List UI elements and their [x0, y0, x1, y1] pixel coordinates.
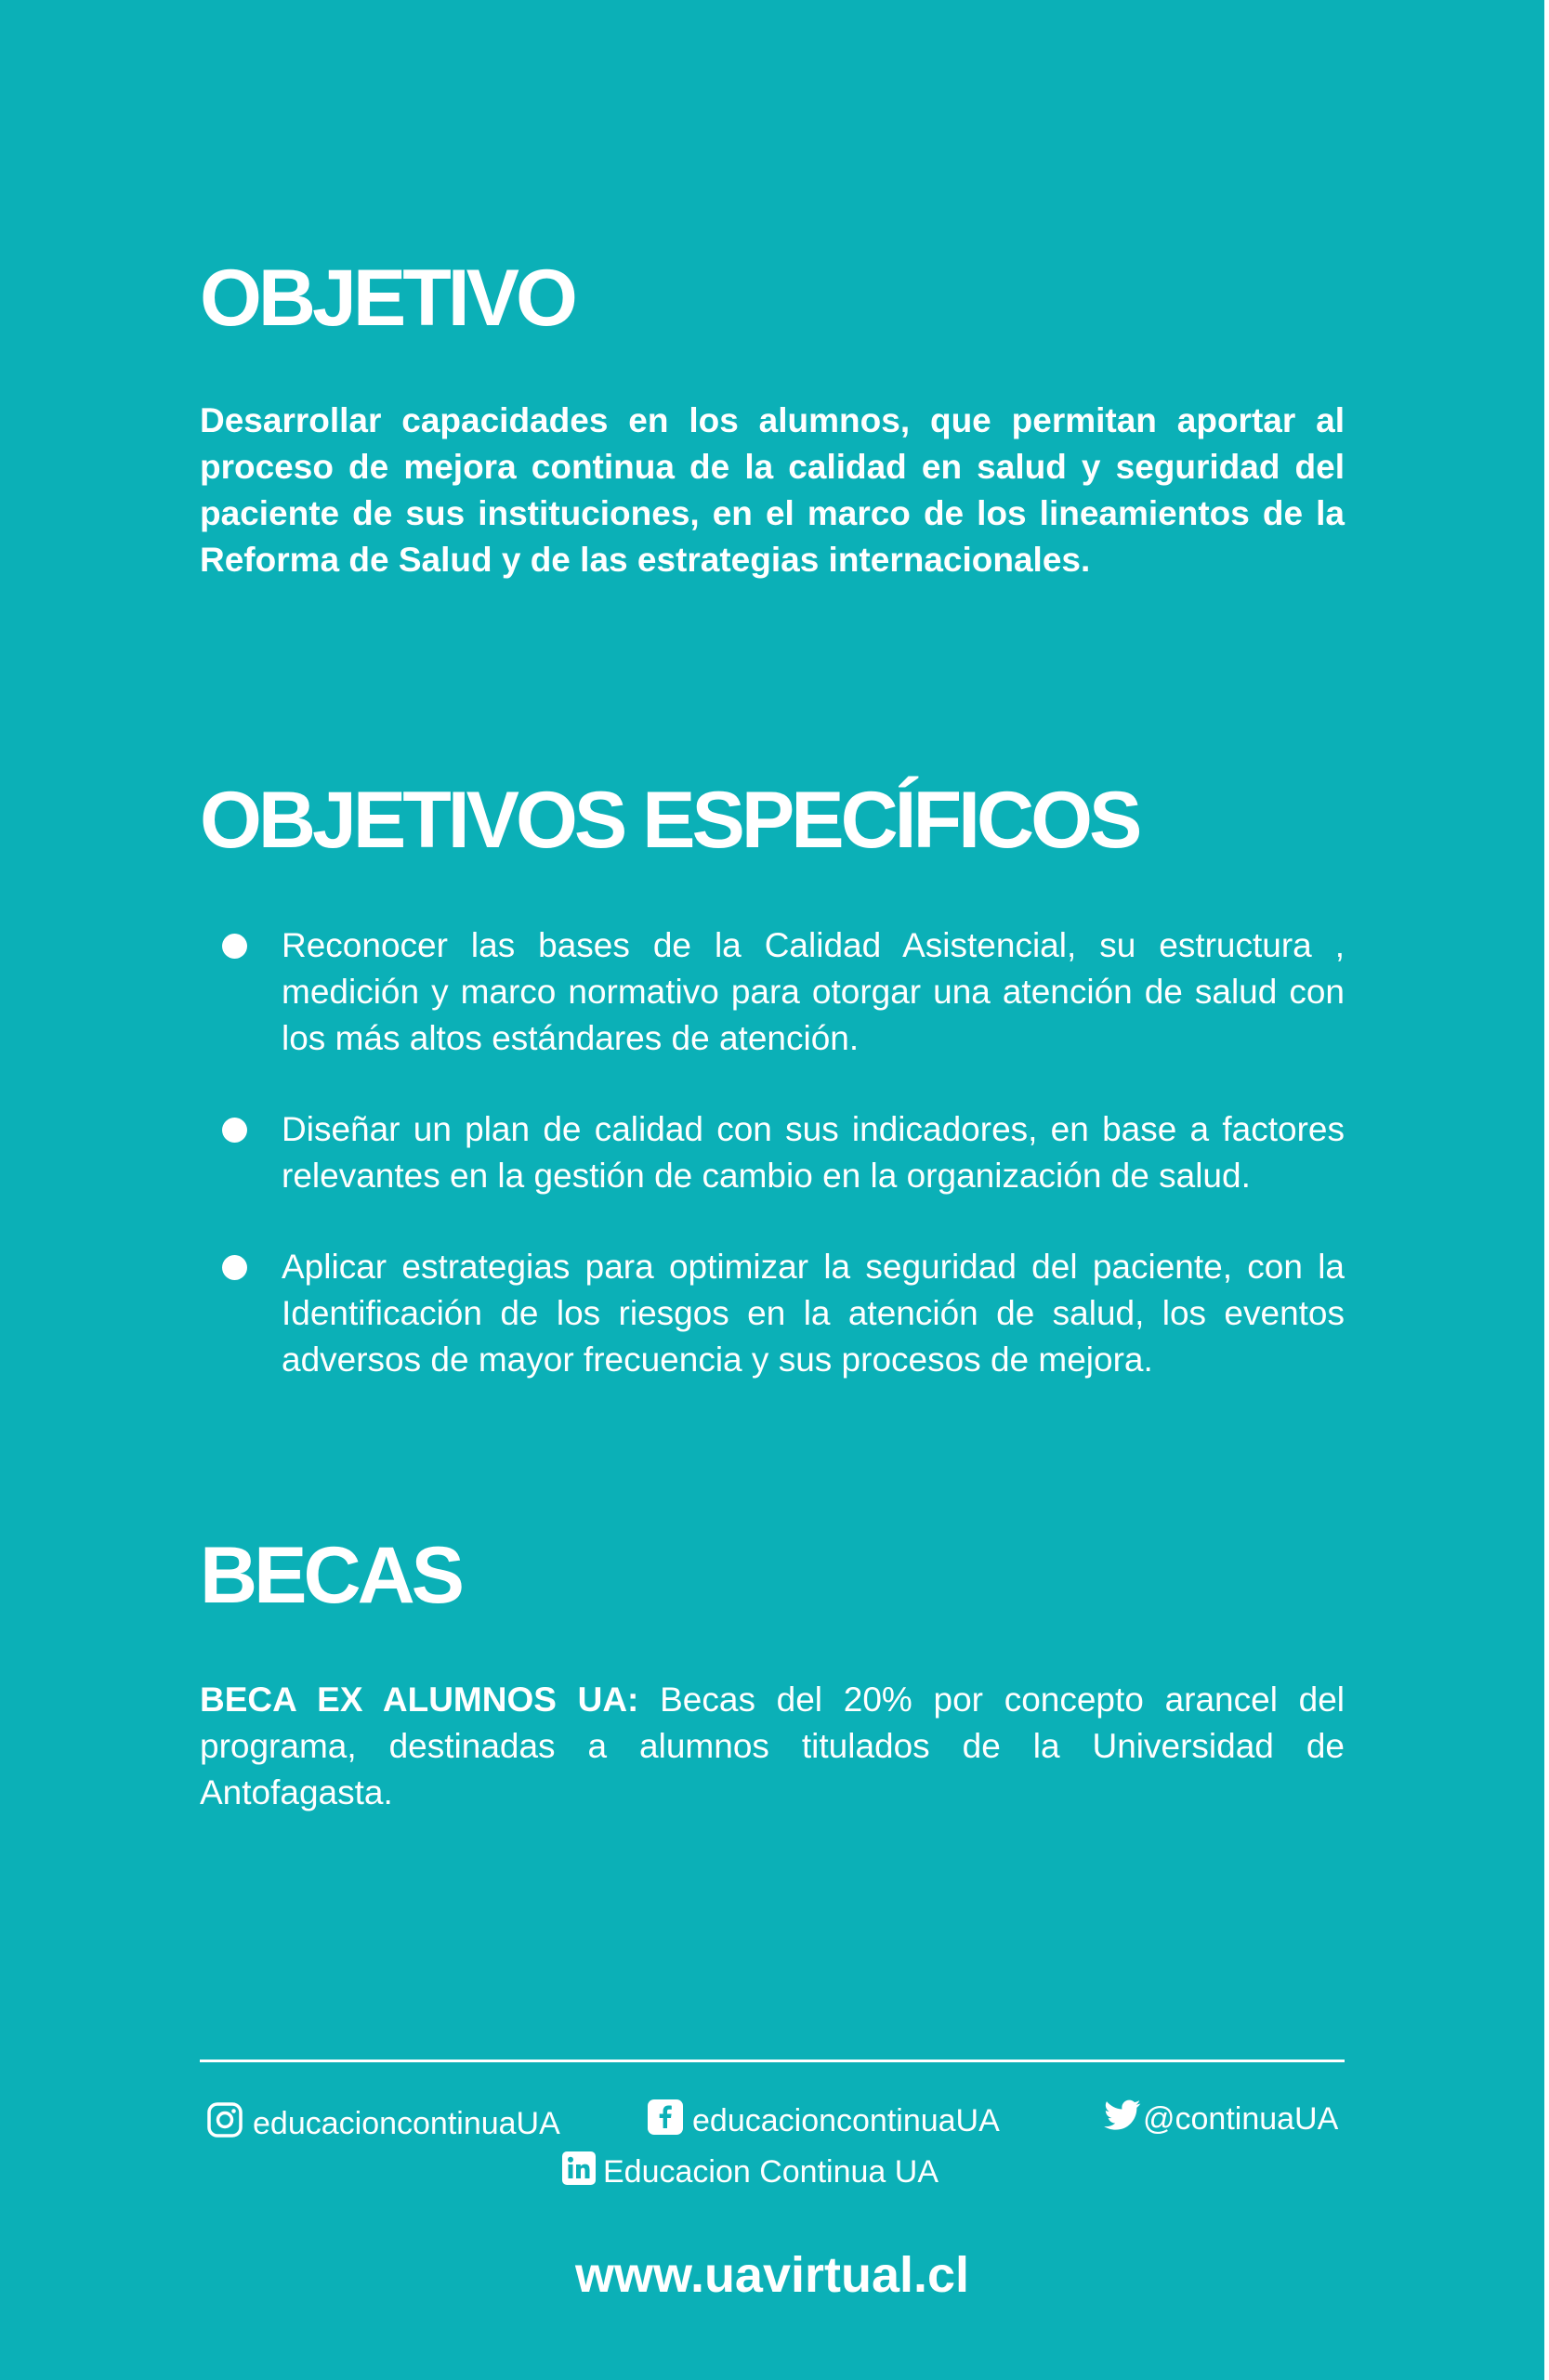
list-item-text: Diseñar un plan de calidad con sus indicadores, en base a factores relevantes en la gestión de cambio en la organización de salud. [282, 1110, 1345, 1195]
linkedin-link[interactable] [562, 2151, 939, 2193]
list-item [200, 1244, 1345, 1383]
objetivos-especificos-section [200, 776, 1345, 865]
instagram-link[interactable] [206, 2101, 560, 2147]
list-item-text: Aplicar estrategias para optimizar la seguridad del paciente, con la Identificación de los riesgos en la atención de salud, los eventos adversos de mayor frecuencia y sus procesos de mejora. [282, 1248, 1345, 1379]
website-url[interactable]: www.uavirtual.cl [574, 2247, 970, 2303]
twitter-icon [1104, 2099, 1141, 2139]
facebook-handle: educacioncontinuaUA [692, 2103, 1000, 2138]
footer-divider [200, 2060, 1345, 2062]
bullet-icon [222, 1255, 247, 1280]
instagram-handle: educacioncontinuaUA [253, 2106, 560, 2141]
facebook-link[interactable] [648, 2099, 1000, 2143]
objetivo-title: OBJETIVO [200, 254, 574, 343]
list-item [200, 1106, 1345, 1199]
objetivo-body [200, 398, 1345, 583]
objetivo-text: Desarrollar capacidades en los alumnos, que permitan aportar al proceso de mejora continua de la calidad en salud y seguridad del paciente de sus instituciones, en el marco de los lineamientos de la Reforma de Salud y de las estrategias internacionales. [200, 401, 1345, 579]
twitter-link[interactable] [1104, 2099, 1338, 2139]
becas-text-block [200, 1677, 1345, 1816]
becas-label: BECA EX ALUMNOS UA: [200, 1680, 639, 1719]
facebook-icon [648, 2099, 683, 2143]
bullet-icon [222, 934, 247, 959]
list-item-text: Reconocer las bases de la Calidad Asistencial, su estructura , medición y marco normativo para otorgar una atención de salud con los más altos estándares de atención. [282, 926, 1345, 1057]
becas-body [200, 1677, 1345, 1816]
objetivos-especificos-title: OBJETIVOS ESPECÍFICOS [200, 776, 1139, 865]
becas-title: BECAS [200, 1531, 462, 1620]
twitter-handle: @continuaUA [1143, 2101, 1339, 2137]
objetivos-especificos-body [200, 922, 1345, 1428]
objetivo-section [200, 254, 1345, 343]
linkedin-handle: Educacion Continua UA [603, 2154, 939, 2190]
linkedin-icon [562, 2151, 596, 2193]
instagram-icon [206, 2101, 243, 2147]
bullet-icon [222, 1118, 247, 1143]
list-item [200, 922, 1345, 1062]
becas-section [200, 1531, 1345, 1620]
becas-text: Becas del 20% por concepto arancel del programa, destinadas a alumnos titulados de la Universidad de Antofagasta. [200, 1680, 1346, 1811]
page-edge [1544, 0, 1549, 2380]
objetivos-list [200, 922, 1345, 1383]
